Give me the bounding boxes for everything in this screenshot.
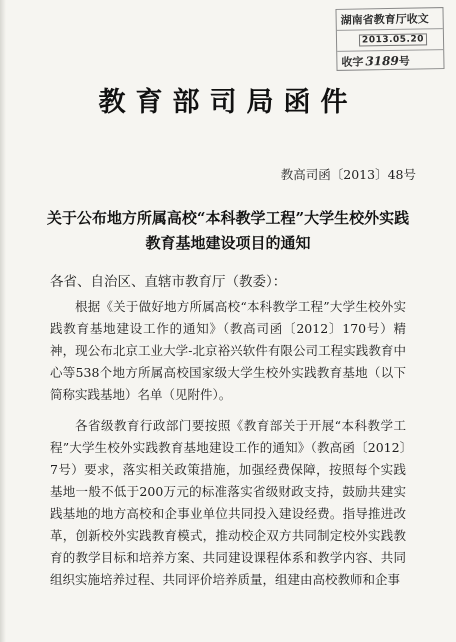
- body-paragraph-2: 各省级教育行政部门要按照《教育部关于开展“本科教学工程”大学生校外实践教育基地建设工作的通知》（教高函〔2012〕7号）要求，落实相关政策措施，加强经费保障，按照每个实践基地一般不低于200万元的标准落实省级财政支持，鼓励共建实践基地的地方高校和企事业单位共同投入建设经费。指导推进改革，创新校外实践教育模式，推动校企双方共同制定校外实践教育的教学目标和培养方案、共同建设课程体系和教学内容、共同组织实施培养过程、共同评价培养质量，组建由高校教师和企事: [50, 418, 406, 587]
- stamp-date: 2013.05.20: [359, 33, 427, 46]
- notice-title: 关于公布地方所属高校“本科教学工程”大学生校外实践教育基地建设项目的通知: [46, 209, 410, 252]
- stamp-number-prefix: 收字: [341, 55, 364, 69]
- stamp-org: 湖南省教育厅收文: [336, 8, 442, 31]
- letterhead-title: 教育部司局函件: [98, 87, 358, 118]
- stamp-date-row: [337, 29, 443, 52]
- receipt-stamp: [335, 7, 444, 71]
- stamp-number-handwritten: 3189: [365, 53, 399, 69]
- body-text: [50, 296, 406, 600]
- body-paragraph-1: 根据《关于做好地方所属高校“本科教学工程”大学生校外实践教育基地建设工作的通知》（教高司函〔2012〕170号）精神，现公布北京工业大学-北京裕兴软件有限公司工程实践教育中心等538个地方所属高校国家级大学生校外实践教育基地（以下简称实践基地）名单（见附件）。: [50, 299, 406, 402]
- stamp-number-row: [337, 50, 443, 72]
- stamp-number-suffix: 号: [398, 54, 410, 68]
- addressee-line: 各省、自治区、直辖市教育厅（教委）：: [50, 274, 287, 290]
- document-number: 教高司函〔2013〕48号: [280, 167, 416, 182]
